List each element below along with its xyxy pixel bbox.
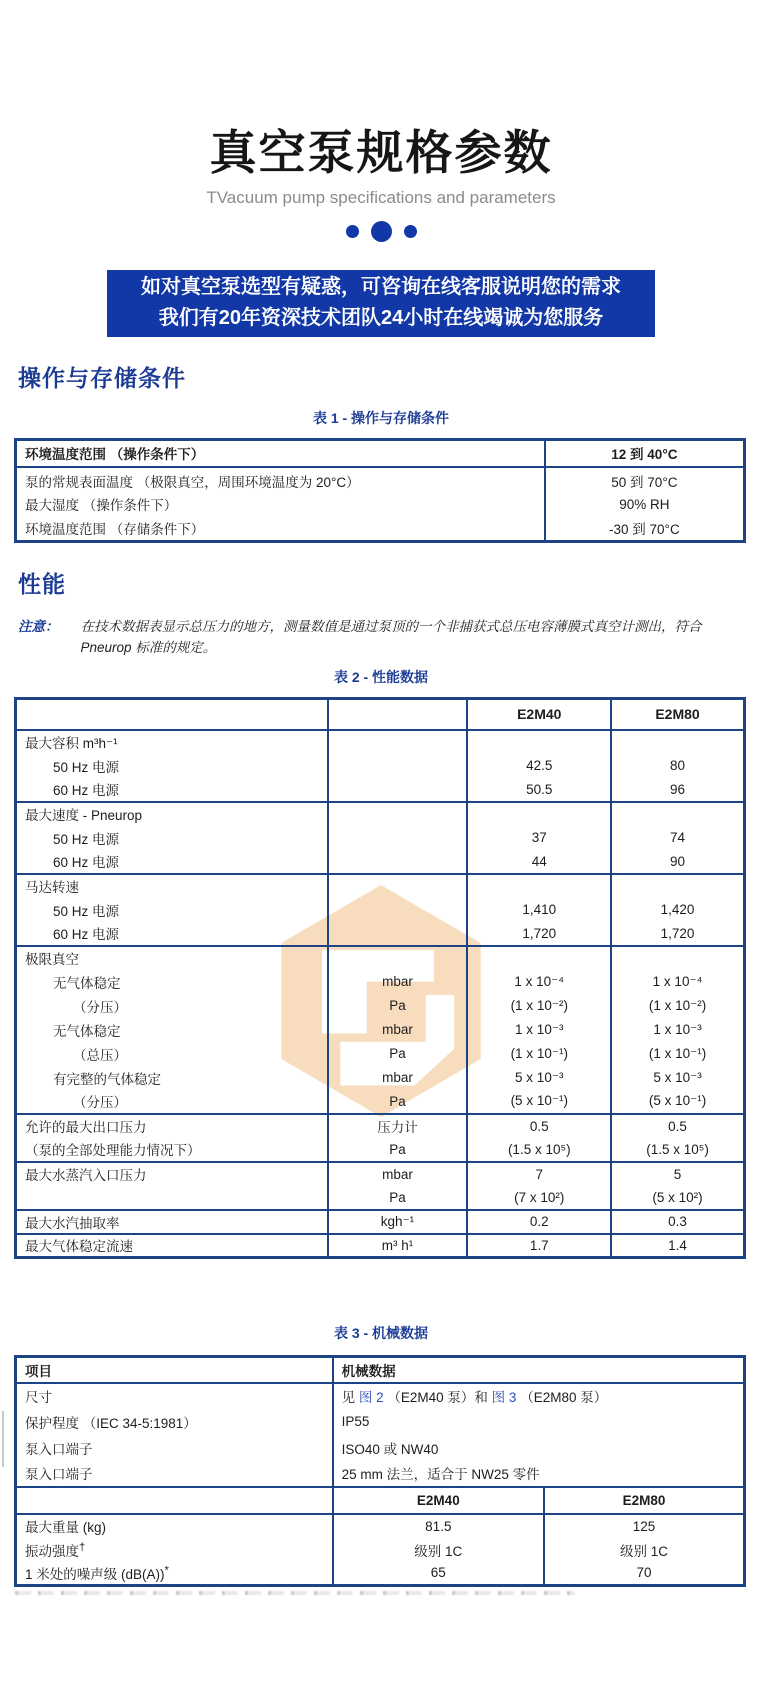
figure-2-link[interactable]: 图 2 — [358, 1390, 384, 1405]
row-unit: Pa — [328, 1186, 468, 1210]
row-value: 1.4 — [611, 1234, 744, 1258]
row-value: ISO40 或 NW40 — [333, 1435, 745, 1461]
row-value: 0.2 — [467, 1210, 611, 1234]
table-row — [16, 1186, 745, 1210]
note-label: 注意： — [18, 619, 59, 634]
row-value: 125 — [544, 1514, 744, 1538]
row-value: 74 — [611, 826, 744, 850]
row-value: (1 x 10⁻²) — [467, 994, 611, 1018]
table-row — [16, 730, 745, 754]
note-line-1: 在技术数据表显示总压力的地方，测量数值是通过泵顶的一个非捕获式总压电容薄膜式真空计测出，符合 — [80, 619, 702, 634]
asterisk-footnote-mark: * — [164, 1564, 169, 1577]
table-row — [16, 492, 745, 517]
table2-caption: 表 2 - 性能数据 — [333, 669, 429, 685]
row-value: 1.7 — [467, 1234, 611, 1258]
row-label: （分压） — [73, 1095, 127, 1110]
row-unit — [328, 730, 468, 754]
row-value — [611, 946, 744, 970]
row-label: （分压） — [73, 999, 127, 1015]
row-label: 无气体稳定 — [53, 975, 121, 991]
row-unit: 压力计 — [328, 1114, 468, 1138]
row-value: 5 x 10⁻³ — [467, 1066, 611, 1090]
table-operating-storage — [14, 438, 746, 543]
row-value: 96 — [611, 778, 744, 802]
table-row — [16, 1138, 745, 1162]
row-unit: mbar — [328, 1162, 468, 1186]
table-row — [16, 1435, 745, 1461]
row-value: 1 x 10⁻⁴ — [611, 970, 744, 994]
row-label: 极限真空 — [16, 946, 328, 970]
row-value — [467, 946, 611, 970]
table-row — [16, 467, 745, 492]
row-label: 最大水蒸汽入口压力 — [16, 1162, 328, 1186]
row-unit: kgh⁻¹ — [328, 1210, 468, 1234]
truncated-footnote — [15, 1591, 575, 1595]
row-value: 42.5 — [467, 754, 611, 778]
dot-icon — [346, 225, 359, 238]
table-row — [16, 1409, 745, 1435]
row-label: 最大水汽抽取率 — [16, 1210, 328, 1234]
row-value: (1.5 x 10⁵) — [611, 1138, 744, 1162]
section-heading-operating: 操作与存储条件 — [18, 365, 186, 391]
row-label: 无气体稳定 — [53, 1023, 121, 1039]
row-label: 保护程度 （IEC 34-5:1981） — [25, 1415, 197, 1431]
row-unit — [328, 850, 468, 874]
row-value: 80 — [611, 754, 744, 778]
banner-line-1: 如对真空泵选型有疑惑，可咨询在线客服说明您的需求 — [141, 276, 621, 298]
table-row — [16, 874, 745, 898]
row-value: 12 到 40°C — [545, 440, 745, 467]
row-label: 有完整的气体稳定 — [53, 1071, 161, 1087]
header-mechanical: 机械数据 — [333, 1357, 745, 1383]
row-value: 级别 1C — [333, 1538, 544, 1562]
row-value: 0.5 — [611, 1114, 744, 1138]
table-header-row — [16, 1357, 745, 1383]
table-row — [16, 1461, 745, 1487]
row-unit — [328, 922, 468, 946]
row-value: 90% RH — [545, 492, 745, 517]
row-value — [467, 802, 611, 826]
row-label: 最大气体稳定流速 — [16, 1234, 328, 1258]
header-model-e2m80: E2M80 — [611, 699, 744, 730]
table-row — [16, 1114, 745, 1138]
subheader-blank — [16, 1487, 333, 1514]
row-value: 70 — [544, 1562, 744, 1586]
dot-icon — [404, 225, 417, 238]
table-row — [16, 778, 745, 802]
row-value: 1,410 — [467, 898, 611, 922]
row-label: 50 Hz 电源 — [53, 903, 120, 919]
row-label: 马达转速 — [16, 874, 328, 898]
scan-edge-artifact — [2, 1411, 4, 1467]
header-model-e2m40: E2M40 — [467, 699, 611, 730]
row-unit — [328, 826, 468, 850]
table3-caption: 表 3 - 机械数据 — [333, 1325, 429, 1341]
row-value: (1.5 x 10⁵) — [467, 1138, 611, 1162]
row-unit: m³ h¹ — [328, 1234, 468, 1258]
row-label: 60 Hz 电源 — [53, 927, 120, 942]
dimension-text: 见 — [341, 1390, 359, 1405]
consult-banner — [107, 270, 655, 337]
row-unit: mbar — [328, 1018, 468, 1042]
subheader-model-e2m80: E2M80 — [544, 1487, 744, 1514]
row-unit — [328, 802, 468, 826]
header-blank — [328, 699, 468, 730]
row-value: 级别 1C — [544, 1538, 744, 1562]
table-row — [16, 922, 745, 946]
row-value — [611, 802, 744, 826]
figure-3-link[interactable]: 图 3 — [491, 1390, 517, 1405]
table-subheader-row — [16, 1487, 745, 1514]
row-value: 5 — [611, 1162, 744, 1186]
row-label: 尺寸 — [25, 1390, 52, 1405]
row-value: (7 x 10²) — [467, 1186, 611, 1210]
table-row — [16, 1234, 745, 1258]
note-line-2: Pneurop 标准的规定。 — [80, 640, 217, 655]
row-value: 1 x 10⁻³ — [611, 1018, 744, 1042]
row-value: (5 x 10⁻¹) — [611, 1090, 744, 1114]
table1-caption: 表 1 - 操作与存储条件 — [312, 410, 450, 426]
table-row — [16, 970, 745, 994]
row-label: （总压） — [73, 1047, 127, 1063]
row-value: 5 x 10⁻³ — [611, 1066, 744, 1090]
dot-icon — [371, 221, 392, 242]
table-row — [16, 826, 745, 850]
row-unit: Pa — [328, 994, 468, 1018]
row-label: 振动强度† — [25, 1541, 86, 1559]
dimension-text: （E2M40 泵）和 — [383, 1390, 492, 1405]
table-row — [16, 946, 745, 970]
table-row — [16, 1514, 745, 1538]
section-heading-performance: 性能 — [18, 571, 66, 597]
row-label: 最大容积 m³h⁻¹ — [16, 730, 328, 754]
table-mechanical-data — [14, 1355, 746, 1587]
row-label: 1 米处的噪声级 (dB(A))* — [25, 1564, 169, 1582]
row-value: 50 到 70°C — [545, 467, 745, 492]
row-label: 环境温度范围 （存储条件下） — [25, 522, 205, 538]
row-label: 泵的常规表面温度 （极限真空，周围环境温度为 20°C） — [25, 475, 360, 490]
row-unit: Pa — [328, 1138, 468, 1162]
row-value: 1,420 — [611, 898, 744, 922]
row-value: (5 x 10²) — [611, 1186, 744, 1210]
row-value: 90 — [611, 850, 744, 874]
table-row — [16, 1383, 745, 1409]
row-value: (1 x 10⁻¹) — [467, 1042, 611, 1066]
table-row — [16, 517, 745, 542]
row-label: 最大速度 - Pneurop — [16, 802, 328, 826]
row-label: 泵入口端子 — [25, 1441, 93, 1457]
table-row — [16, 1562, 745, 1586]
row-value — [611, 874, 744, 898]
row-value: -30 到 70°C — [545, 517, 745, 542]
table-row — [16, 994, 745, 1018]
row-label: 50 Hz 电源 — [53, 831, 120, 847]
table-row — [16, 1018, 745, 1042]
decorative-dots — [0, 221, 762, 243]
row-value: (1 x 10⁻¹) — [611, 1042, 744, 1066]
row-value — [333, 1383, 745, 1409]
row-unit — [328, 898, 468, 922]
table-row — [16, 1162, 745, 1186]
performance-table-area — [0, 697, 762, 1259]
table-performance-data — [14, 697, 746, 1259]
row-value: 1,720 — [611, 922, 744, 946]
row-value: 0.3 — [611, 1210, 744, 1234]
header-item: 项目 — [16, 1357, 333, 1383]
row-unit — [328, 946, 468, 970]
table-header-row — [16, 699, 745, 730]
row-label: 最大湿度 （操作条件下） — [25, 498, 178, 513]
table-row — [16, 754, 745, 778]
row-value: 37 — [467, 826, 611, 850]
banner-line-2: 我们有20年资深技术团队24小时在线竭诚为您服务 — [158, 307, 604, 329]
dimension-text: （E2M80 泵） — [516, 1390, 608, 1405]
table-row — [16, 802, 745, 826]
page-subtitle: TVacuum pump specifications and parameters — [206, 188, 556, 207]
row-label — [16, 1186, 328, 1210]
performance-note — [18, 616, 744, 658]
dagger-footnote-mark: † — [79, 1541, 86, 1553]
row-value: 0.5 — [467, 1114, 611, 1138]
row-label: 最大重量 (kg) — [25, 1520, 106, 1535]
row-label: 环境温度范围 （操作条件下） — [16, 440, 545, 467]
row-label: 60 Hz 电源 — [53, 783, 120, 798]
table-row — [16, 1090, 745, 1114]
table-row — [16, 898, 745, 922]
row-value: 50.5 — [467, 778, 611, 802]
table-row — [16, 1538, 745, 1562]
row-value — [467, 874, 611, 898]
row-value: IP55 — [333, 1409, 745, 1435]
row-unit — [328, 754, 468, 778]
row-label: （泵的全部处理能力情况下） — [25, 1143, 201, 1158]
row-value: 25 mm 法兰，适合于 NW25 零件 — [333, 1461, 745, 1487]
row-value: 81.5 — [333, 1514, 544, 1538]
row-unit: Pa — [328, 1090, 468, 1114]
page-title: 真空泵规格参数 — [209, 126, 553, 179]
table-row — [16, 440, 745, 467]
row-unit: mbar — [328, 970, 468, 994]
row-unit: Pa — [328, 1042, 468, 1066]
row-unit: mbar — [328, 1066, 468, 1090]
row-value: (5 x 10⁻¹) — [467, 1090, 611, 1114]
table-row — [16, 1066, 745, 1090]
table-row — [16, 1042, 745, 1066]
datasheet-page — [0, 116, 762, 1700]
header-blank — [16, 699, 328, 730]
row-value: (1 x 10⁻²) — [611, 994, 744, 1018]
row-value — [467, 730, 611, 754]
row-value: 1 x 10⁻⁴ — [467, 970, 611, 994]
row-value: 65 — [333, 1562, 544, 1586]
row-value: 1 x 10⁻³ — [467, 1018, 611, 1042]
note-text — [81, 616, 702, 658]
row-value — [611, 730, 744, 754]
subheader-model-e2m40: E2M40 — [333, 1487, 544, 1514]
table-row — [16, 1210, 745, 1234]
row-unit — [328, 778, 468, 802]
row-unit — [328, 874, 468, 898]
row-label: 50 Hz 电源 — [53, 759, 120, 775]
row-label: 60 Hz 电源 — [53, 855, 120, 870]
row-value: 7 — [467, 1162, 611, 1186]
table-row — [16, 850, 745, 874]
row-label: 泵入口端子 — [25, 1467, 93, 1482]
row-label: 允许的最大出口压力 — [16, 1114, 328, 1138]
row-value: 44 — [467, 850, 611, 874]
row-value: 1,720 — [467, 922, 611, 946]
